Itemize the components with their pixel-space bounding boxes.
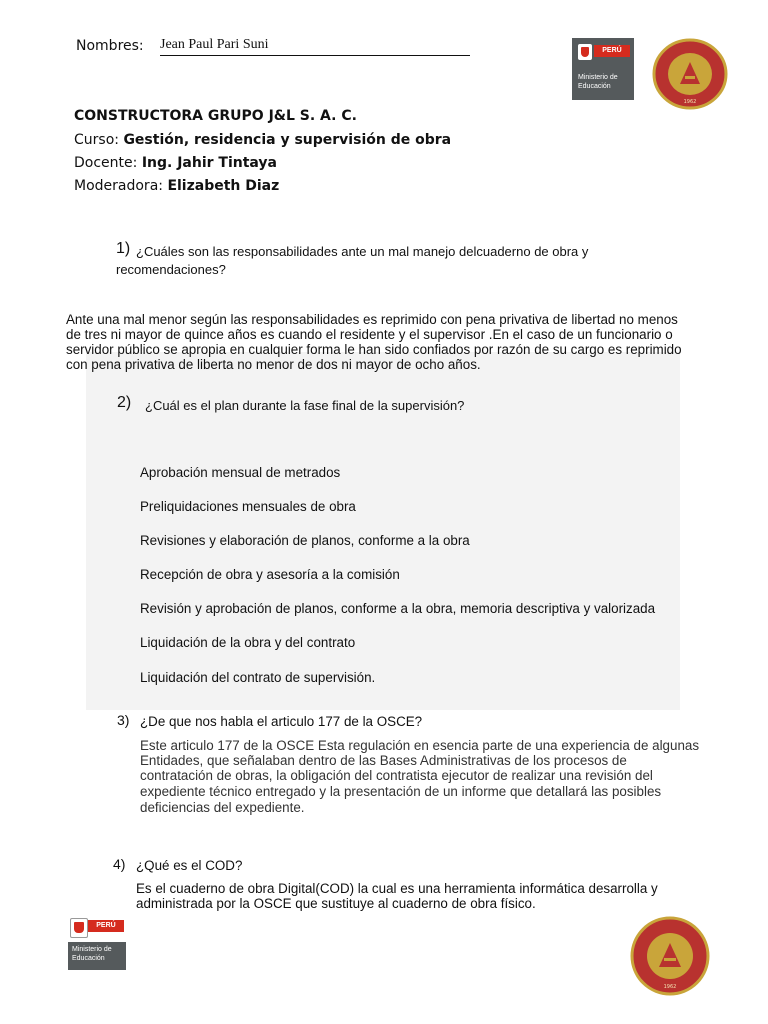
q1-answer-line1: Ante una mal menor según las responsabilidades es reprimido con pena privativa de libertad no menos [66,312,678,327]
ministry-logo-top [572,38,634,100]
seal-year-bottom: 1962 [663,984,677,990]
q3-answer-line2: Entidades, que señalaban dentro de las Bases Administrativas de los procesos de [140,753,627,768]
names-label: Nombres: [76,38,144,54]
q3-answer-line5: deficiencias del expediente. [140,800,305,815]
q3-answer-line3: contratación de obras, la obligación del contratista ejecutor de realizar una revisión del [140,768,653,783]
q4-answer-line1: Es el cuaderno de obra Digital(COD) la cual es una herramienta informática desarrolla y [136,881,658,896]
peru-tag: PERÚ [594,45,630,57]
ministry-line1: Ministerio de [578,74,618,81]
q2-question: ¿Cuál es el plan durante la fase final de la supervisión? [145,398,465,413]
teacher-label: Docente: [74,155,138,171]
q2-item: Preliquidaciones mensuales de obra [140,499,356,514]
q1-number: 1) [116,240,131,257]
q2-item: Aprobación mensual de metrados [140,465,341,480]
shield-icon [70,918,88,938]
shield-icon [578,44,592,60]
ministry-line2: Educación [72,955,105,962]
q1-answer-line4: con pena privativa de liberta no menor de dos ni mayor de ocho años. [66,357,481,372]
q3-question: ¿De que nos habla el articulo 177 de la OSCE? [140,714,423,729]
q2-item: Revisión y aprobación de planos, conforme a la obra, memoria descriptiva y valorizada [140,601,656,616]
teacher-value: Ing. Jahir Tintaya [141,155,277,171]
course-label: Curso: [74,132,119,148]
ministry-line1: Ministerio de [72,946,112,953]
moderator-value: Elizabeth Diaz [167,178,280,194]
q3-number: 3) [117,712,130,728]
course-line [74,132,451,148]
moderator-line [74,178,279,194]
moderator-label: Moderadora: [74,178,163,194]
q1-answer-line3: servidor público se apropia en cualquier forma le han sido confiados por razón de su cargo es reprimido [66,342,682,357]
q2-item: Revisiones y elaboración de planos, conforme a la obra [140,533,470,548]
q1-question-line1: ¿Cuáles son las responsabilidades ante un mal manejo delcuaderno de obra y [136,244,589,259]
q2-item: Liquidación del contrato de supervisión. [140,670,376,685]
teacher-line [74,155,277,171]
q2-number: 2) [117,394,132,411]
company-title: CONSTRUCTORA GRUPO J&L S. A. C. [74,108,357,124]
q3-answer-line4: expediente técnico entregado y la presentación de un informe que detallará las posibles [140,784,662,799]
q4-answer-line2: administrada por la OSCE que sustituye al cuaderno de obra físico. [136,896,536,911]
q2-item: Recepción de obra y asesoría a la comisión [140,567,400,582]
names-field [160,37,470,56]
q4-number: 4) [113,856,126,872]
course-value: Gestión, residencia y supervisión de obra [123,132,452,148]
names-value: Jean Paul Pari Suni [160,37,269,52]
q1-question-line2: recomendaciones? [116,262,226,277]
ministry-logo-bottom [66,910,128,972]
q3-answer-line1: Este articulo 177 de la OSCE Esta regulación en esencia parte de una experiencia de algunas [140,738,700,753]
peru-tag: PERÚ [88,920,124,932]
engineers-seal-bottom [630,916,710,996]
q2-item: Liquidación de la obra y del contrato [140,635,356,650]
seal-year-top: 1962 [683,99,697,105]
q4-question: ¿Qué es el COD? [136,858,243,873]
ministry-text-box [68,942,126,970]
engineers-seal-top [652,38,728,110]
ministry-line2: Educación [578,83,611,90]
q1-answer-line2: de tres ni mayor de quince años es cuando el residente y el supervisor .En el caso de un funcionario o [66,327,673,342]
